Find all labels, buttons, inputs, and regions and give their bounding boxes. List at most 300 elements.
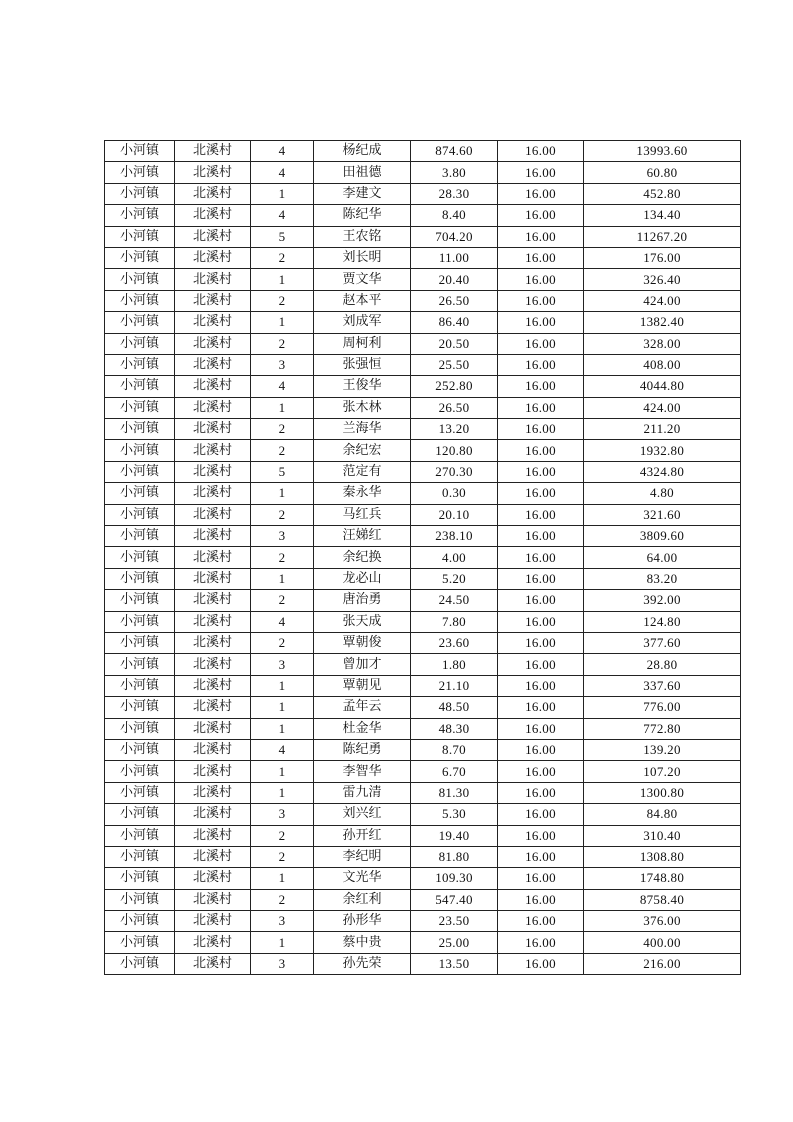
rate-cell: 16.00	[498, 247, 584, 268]
amount-cell: 4324.80	[584, 461, 741, 482]
town-cell: 小河镇	[105, 804, 175, 825]
name-cell: 龙必山	[314, 568, 411, 589]
rate-cell: 16.00	[498, 568, 584, 589]
name-cell: 兰海华	[314, 419, 411, 440]
name-cell: 王俊华	[314, 376, 411, 397]
area-cell: 86.40	[411, 312, 498, 333]
amount-cell: 4.80	[584, 483, 741, 504]
town-cell: 小河镇	[105, 290, 175, 311]
village-cell: 北溪村	[175, 354, 251, 375]
area-cell: 25.50	[411, 354, 498, 375]
town-cell: 小河镇	[105, 333, 175, 354]
amount-cell: 124.80	[584, 611, 741, 632]
rate-cell: 16.00	[498, 141, 584, 162]
group-cell: 4	[251, 739, 314, 760]
group-cell: 2	[251, 889, 314, 910]
rate-cell: 16.00	[498, 440, 584, 461]
rate-cell: 16.00	[498, 889, 584, 910]
town-cell: 小河镇	[105, 269, 175, 290]
amount-cell: 176.00	[584, 247, 741, 268]
group-cell: 1	[251, 782, 314, 803]
town-cell: 小河镇	[105, 782, 175, 803]
name-cell: 曾加才	[314, 654, 411, 675]
village-cell: 北溪村	[175, 953, 251, 974]
village-cell: 北溪村	[175, 397, 251, 418]
group-cell: 1	[251, 718, 314, 739]
name-cell: 陈纪华	[314, 205, 411, 226]
area-cell: 4.00	[411, 547, 498, 568]
town-cell: 小河镇	[105, 889, 175, 910]
village-cell: 北溪村	[175, 675, 251, 696]
amount-cell: 1382.40	[584, 312, 741, 333]
village-cell: 北溪村	[175, 226, 251, 247]
amount-cell: 13993.60	[584, 141, 741, 162]
name-cell: 王农铭	[314, 226, 411, 247]
village-cell: 北溪村	[175, 419, 251, 440]
group-cell: 2	[251, 846, 314, 867]
village-cell: 北溪村	[175, 932, 251, 953]
area-cell: 6.70	[411, 761, 498, 782]
area-cell: 26.50	[411, 290, 498, 311]
table-row	[105, 247, 741, 268]
amount-cell: 64.00	[584, 547, 741, 568]
rate-cell: 16.00	[498, 697, 584, 718]
rate-cell: 16.00	[498, 804, 584, 825]
town-cell: 小河镇	[105, 697, 175, 718]
area-cell: 8.70	[411, 739, 498, 760]
area-cell: 270.30	[411, 461, 498, 482]
town-cell: 小河镇	[105, 526, 175, 547]
town-cell: 小河镇	[105, 247, 175, 268]
town-cell: 小河镇	[105, 397, 175, 418]
area-cell: 81.30	[411, 782, 498, 803]
group-cell: 2	[251, 333, 314, 354]
table-row	[105, 205, 741, 226]
town-cell: 小河镇	[105, 226, 175, 247]
amount-cell: 3809.60	[584, 526, 741, 547]
name-cell: 覃朝俊	[314, 632, 411, 653]
area-cell: 26.50	[411, 397, 498, 418]
table-row	[105, 547, 741, 568]
rate-cell: 16.00	[498, 632, 584, 653]
group-cell: 4	[251, 162, 314, 183]
name-cell: 覃朝见	[314, 675, 411, 696]
amount-cell: 83.20	[584, 568, 741, 589]
name-cell: 周柯利	[314, 333, 411, 354]
village-cell: 北溪村	[175, 804, 251, 825]
village-cell: 北溪村	[175, 504, 251, 525]
town-cell: 小河镇	[105, 440, 175, 461]
amount-cell: 424.00	[584, 290, 741, 311]
name-cell: 张强恒	[314, 354, 411, 375]
rate-cell: 16.00	[498, 761, 584, 782]
rate-cell: 16.00	[498, 354, 584, 375]
table-row	[105, 483, 741, 504]
table-row	[105, 675, 741, 696]
town-cell: 小河镇	[105, 953, 175, 974]
amount-cell: 1932.80	[584, 440, 741, 461]
amount-cell: 776.00	[584, 697, 741, 718]
amount-cell: 328.00	[584, 333, 741, 354]
area-cell: 19.40	[411, 825, 498, 846]
group-cell: 1	[251, 312, 314, 333]
rate-cell: 16.00	[498, 376, 584, 397]
group-cell: 3	[251, 804, 314, 825]
area-cell: 8.40	[411, 205, 498, 226]
rate-cell: 16.00	[498, 461, 584, 482]
area-cell: 11.00	[411, 247, 498, 268]
area-cell: 13.20	[411, 419, 498, 440]
village-cell: 北溪村	[175, 889, 251, 910]
area-cell: 704.20	[411, 226, 498, 247]
amount-cell: 216.00	[584, 953, 741, 974]
table-row	[105, 804, 741, 825]
amount-cell: 8758.40	[584, 889, 741, 910]
rate-cell: 16.00	[498, 953, 584, 974]
group-cell: 3	[251, 654, 314, 675]
area-cell: 7.80	[411, 611, 498, 632]
village-cell: 北溪村	[175, 141, 251, 162]
name-cell: 孙先荣	[314, 953, 411, 974]
town-cell: 小河镇	[105, 632, 175, 653]
area-cell: 3.80	[411, 162, 498, 183]
name-cell: 李建文	[314, 183, 411, 204]
rate-cell: 16.00	[498, 526, 584, 547]
village-cell: 北溪村	[175, 590, 251, 611]
table-row	[105, 526, 741, 547]
village-cell: 北溪村	[175, 440, 251, 461]
area-cell: 20.40	[411, 269, 498, 290]
table-row	[105, 911, 741, 932]
area-cell: 5.30	[411, 804, 498, 825]
area-cell: 0.30	[411, 483, 498, 504]
amount-cell: 28.80	[584, 654, 741, 675]
rate-cell: 16.00	[498, 205, 584, 226]
area-cell: 24.50	[411, 590, 498, 611]
name-cell: 文光华	[314, 868, 411, 889]
town-cell: 小河镇	[105, 354, 175, 375]
group-cell: 1	[251, 397, 314, 418]
area-cell: 13.50	[411, 953, 498, 974]
name-cell: 贾文华	[314, 269, 411, 290]
name-cell: 刘长明	[314, 247, 411, 268]
area-cell: 1.80	[411, 654, 498, 675]
village-cell: 北溪村	[175, 654, 251, 675]
group-cell: 1	[251, 761, 314, 782]
group-cell: 4	[251, 205, 314, 226]
group-cell: 2	[251, 290, 314, 311]
area-cell: 23.60	[411, 632, 498, 653]
name-cell: 余红利	[314, 889, 411, 910]
table-row	[105, 697, 741, 718]
table-row	[105, 846, 741, 867]
table-row	[105, 825, 741, 846]
group-cell: 2	[251, 440, 314, 461]
name-cell: 杨纪成	[314, 141, 411, 162]
table-row	[105, 354, 741, 375]
table-row	[105, 504, 741, 525]
area-cell: 252.80	[411, 376, 498, 397]
town-cell: 小河镇	[105, 675, 175, 696]
table-row	[105, 953, 741, 974]
town-cell: 小河镇	[105, 739, 175, 760]
amount-cell: 1300.80	[584, 782, 741, 803]
village-cell: 北溪村	[175, 526, 251, 547]
rate-cell: 16.00	[498, 483, 584, 504]
area-cell: 874.60	[411, 141, 498, 162]
amount-cell: 107.20	[584, 761, 741, 782]
rate-cell: 16.00	[498, 911, 584, 932]
town-cell: 小河镇	[105, 183, 175, 204]
name-cell: 蔡中贵	[314, 932, 411, 953]
amount-cell: 139.20	[584, 739, 741, 760]
village-cell: 北溪村	[175, 846, 251, 867]
name-cell: 李智华	[314, 761, 411, 782]
table-row	[105, 290, 741, 311]
group-cell: 2	[251, 632, 314, 653]
group-cell: 3	[251, 911, 314, 932]
amount-cell: 392.00	[584, 590, 741, 611]
village-cell: 北溪村	[175, 911, 251, 932]
name-cell: 张木林	[314, 397, 411, 418]
town-cell: 小河镇	[105, 162, 175, 183]
table-row	[105, 632, 741, 653]
rate-cell: 16.00	[498, 397, 584, 418]
group-cell: 1	[251, 868, 314, 889]
rate-cell: 16.00	[498, 846, 584, 867]
name-cell: 田祖德	[314, 162, 411, 183]
amount-cell: 60.80	[584, 162, 741, 183]
name-cell: 唐治勇	[314, 590, 411, 611]
rate-cell: 16.00	[498, 504, 584, 525]
name-cell: 刘兴红	[314, 804, 411, 825]
area-cell: 5.20	[411, 568, 498, 589]
rate-cell: 16.00	[498, 675, 584, 696]
table-row	[105, 269, 741, 290]
table-row	[105, 654, 741, 675]
amount-cell: 772.80	[584, 718, 741, 739]
name-cell: 汪娣红	[314, 526, 411, 547]
village-cell: 北溪村	[175, 461, 251, 482]
village-cell: 北溪村	[175, 162, 251, 183]
town-cell: 小河镇	[105, 205, 175, 226]
town-cell: 小河镇	[105, 568, 175, 589]
group-cell: 5	[251, 461, 314, 482]
amount-cell: 134.40	[584, 205, 741, 226]
name-cell: 雷九清	[314, 782, 411, 803]
town-cell: 小河镇	[105, 868, 175, 889]
town-cell: 小河镇	[105, 911, 175, 932]
name-cell: 余纪换	[314, 547, 411, 568]
table-row	[105, 397, 741, 418]
name-cell: 陈纪勇	[314, 739, 411, 760]
table-row	[105, 461, 741, 482]
group-cell: 2	[251, 504, 314, 525]
town-cell: 小河镇	[105, 761, 175, 782]
table-row	[105, 568, 741, 589]
table-row	[105, 782, 741, 803]
amount-cell: 337.60	[584, 675, 741, 696]
group-cell: 1	[251, 697, 314, 718]
table-row	[105, 718, 741, 739]
village-cell: 北溪村	[175, 611, 251, 632]
town-cell: 小河镇	[105, 846, 175, 867]
amount-cell: 452.80	[584, 183, 741, 204]
table-row	[105, 868, 741, 889]
area-cell: 25.00	[411, 932, 498, 953]
table-body	[105, 141, 741, 975]
name-cell: 孟年云	[314, 697, 411, 718]
village-cell: 北溪村	[175, 290, 251, 311]
table-row	[105, 333, 741, 354]
group-cell: 5	[251, 226, 314, 247]
village-cell: 北溪村	[175, 568, 251, 589]
town-cell: 小河镇	[105, 504, 175, 525]
town-cell: 小河镇	[105, 376, 175, 397]
rate-cell: 16.00	[498, 590, 584, 611]
group-cell: 2	[251, 825, 314, 846]
village-cell: 北溪村	[175, 483, 251, 504]
name-cell: 秦永华	[314, 483, 411, 504]
area-cell: 20.10	[411, 504, 498, 525]
data-table	[104, 140, 741, 975]
village-cell: 北溪村	[175, 782, 251, 803]
village-cell: 北溪村	[175, 718, 251, 739]
group-cell: 1	[251, 183, 314, 204]
amount-cell: 377.60	[584, 632, 741, 653]
amount-cell: 1748.80	[584, 868, 741, 889]
area-cell: 48.50	[411, 697, 498, 718]
table-row	[105, 376, 741, 397]
table-row	[105, 312, 741, 333]
table-row	[105, 932, 741, 953]
rate-cell: 16.00	[498, 932, 584, 953]
name-cell: 赵本平	[314, 290, 411, 311]
village-cell: 北溪村	[175, 697, 251, 718]
table-row	[105, 226, 741, 247]
rate-cell: 16.00	[498, 547, 584, 568]
area-cell: 238.10	[411, 526, 498, 547]
amount-cell: 321.60	[584, 504, 741, 525]
area-cell: 81.80	[411, 846, 498, 867]
group-cell: 3	[251, 526, 314, 547]
amount-cell: 310.40	[584, 825, 741, 846]
rate-cell: 16.00	[498, 825, 584, 846]
rate-cell: 16.00	[498, 782, 584, 803]
group-cell: 2	[251, 247, 314, 268]
name-cell: 余纪宏	[314, 440, 411, 461]
village-cell: 北溪村	[175, 269, 251, 290]
name-cell: 张天成	[314, 611, 411, 632]
table-row	[105, 141, 741, 162]
amount-cell: 326.40	[584, 269, 741, 290]
village-cell: 北溪村	[175, 739, 251, 760]
name-cell: 李纪明	[314, 846, 411, 867]
area-cell: 28.30	[411, 183, 498, 204]
group-cell: 2	[251, 590, 314, 611]
rate-cell: 16.00	[498, 312, 584, 333]
group-cell: 4	[251, 376, 314, 397]
area-cell: 21.10	[411, 675, 498, 696]
village-cell: 北溪村	[175, 183, 251, 204]
town-cell: 小河镇	[105, 590, 175, 611]
table-row	[105, 739, 741, 760]
village-cell: 北溪村	[175, 312, 251, 333]
village-cell: 北溪村	[175, 761, 251, 782]
group-cell: 3	[251, 354, 314, 375]
group-cell: 4	[251, 141, 314, 162]
village-cell: 北溪村	[175, 825, 251, 846]
name-cell: 孙开红	[314, 825, 411, 846]
area-cell: 547.40	[411, 889, 498, 910]
rate-cell: 16.00	[498, 868, 584, 889]
group-cell: 4	[251, 611, 314, 632]
town-cell: 小河镇	[105, 654, 175, 675]
table-row	[105, 162, 741, 183]
group-cell: 1	[251, 932, 314, 953]
village-cell: 北溪村	[175, 376, 251, 397]
amount-cell: 11267.20	[584, 226, 741, 247]
table-row	[105, 419, 741, 440]
town-cell: 小河镇	[105, 483, 175, 504]
rate-cell: 16.00	[498, 269, 584, 290]
group-cell: 1	[251, 568, 314, 589]
rate-cell: 16.00	[498, 718, 584, 739]
table-row	[105, 183, 741, 204]
village-cell: 北溪村	[175, 205, 251, 226]
name-cell: 孙形华	[314, 911, 411, 932]
rate-cell: 16.00	[498, 419, 584, 440]
group-cell: 2	[251, 547, 314, 568]
village-cell: 北溪村	[175, 547, 251, 568]
amount-cell: 1308.80	[584, 846, 741, 867]
table-row	[105, 440, 741, 461]
name-cell: 马红兵	[314, 504, 411, 525]
area-cell: 120.80	[411, 440, 498, 461]
name-cell: 刘成军	[314, 312, 411, 333]
group-cell: 3	[251, 953, 314, 974]
table-row	[105, 590, 741, 611]
rate-cell: 16.00	[498, 162, 584, 183]
amount-cell: 211.20	[584, 419, 741, 440]
rate-cell: 16.00	[498, 333, 584, 354]
town-cell: 小河镇	[105, 611, 175, 632]
village-cell: 北溪村	[175, 868, 251, 889]
village-cell: 北溪村	[175, 247, 251, 268]
rate-cell: 16.00	[498, 183, 584, 204]
amount-cell: 376.00	[584, 911, 741, 932]
town-cell: 小河镇	[105, 932, 175, 953]
table-row	[105, 889, 741, 910]
group-cell: 2	[251, 419, 314, 440]
rate-cell: 16.00	[498, 226, 584, 247]
amount-cell: 424.00	[584, 397, 741, 418]
rate-cell: 16.00	[498, 611, 584, 632]
rate-cell: 16.00	[498, 654, 584, 675]
village-cell: 北溪村	[175, 333, 251, 354]
town-cell: 小河镇	[105, 419, 175, 440]
amount-cell: 84.80	[584, 804, 741, 825]
group-cell: 1	[251, 269, 314, 290]
rate-cell: 16.00	[498, 290, 584, 311]
town-cell: 小河镇	[105, 312, 175, 333]
name-cell: 杜金华	[314, 718, 411, 739]
name-cell: 范定有	[314, 461, 411, 482]
village-cell: 北溪村	[175, 632, 251, 653]
area-cell: 109.30	[411, 868, 498, 889]
town-cell: 小河镇	[105, 718, 175, 739]
amount-cell: 400.00	[584, 932, 741, 953]
